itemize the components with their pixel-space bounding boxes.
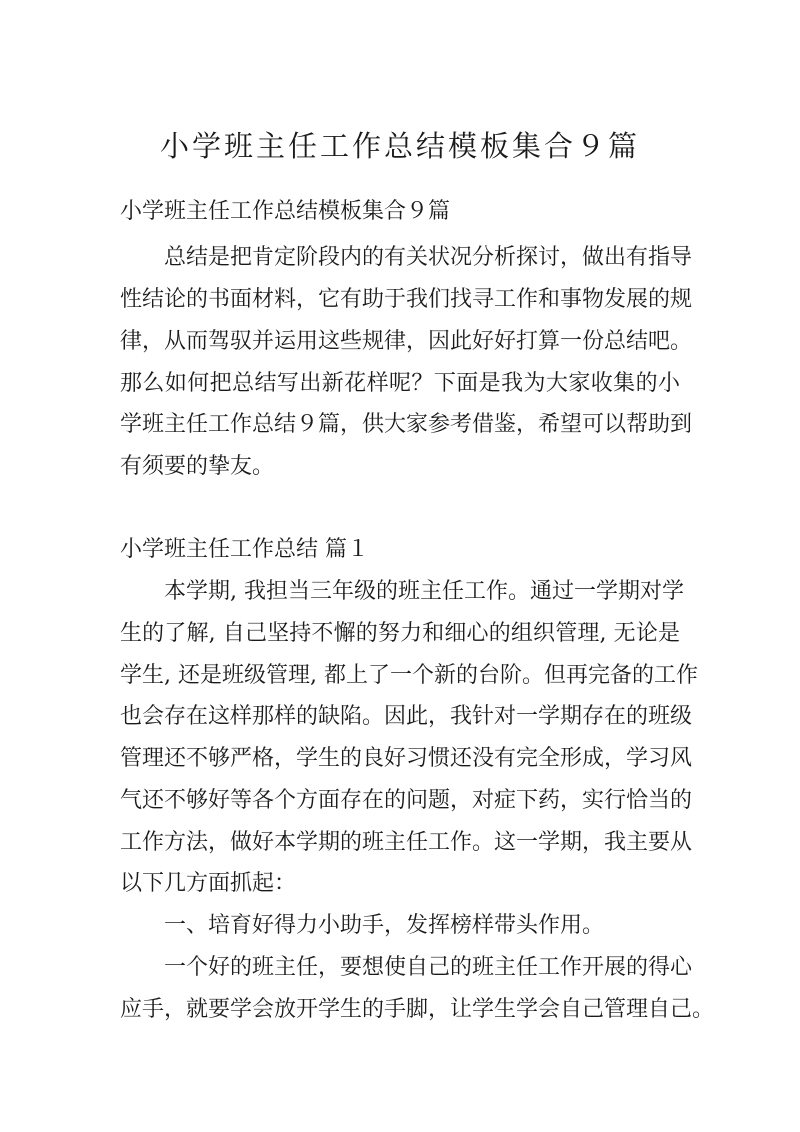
- section-1-heading: 小学班主任工作总结 篇１: [120, 537, 369, 562]
- section-1-line-2: 生的了解, 自己坚持不懈的努力和细心的组织管理, 无论是: [120, 621, 680, 646]
- document-subtitle: 小学班主任工作总结模板集合９篇: [120, 199, 451, 224]
- section-1-line-5: 管理还不够严格，学生的良好习惯还没有完全形成，学习风: [120, 746, 693, 771]
- section-1-line-3: 学生, 还是班级管理, 都上了一个新的台阶。但再完备的工作: [120, 663, 698, 688]
- intro-line-1: 总结是把肯定阶段内的有关状况分析探讨，做出有指导: [164, 245, 693, 270]
- section-1-line-1: 本学期, 我担当三年级的班主任工作。通过一学期对学: [164, 579, 684, 604]
- point-1-line-2: 应手，就要学会放开学生的手脚，让学生学会自己管理自己。: [120, 997, 715, 1022]
- intro-line-6: 有须要的挚友。: [120, 454, 275, 479]
- section-1-line-4: 也会存在这样那样的缺陷。因此，我针对一学期存在的班级: [120, 704, 693, 729]
- point-1-line-1: 一个好的班主任，要想使自己的班主任工作开展的得心: [164, 955, 693, 980]
- intro-line-4: 那么如何把总结写出新花样呢？下面是我为大家收集的小: [120, 371, 680, 396]
- section-1-line-8: 以下几方面抓起：: [120, 871, 297, 896]
- point-1-heading: 一、培育好得力小助手，发挥榜样带头作用。: [164, 913, 605, 938]
- intro-line-5: 学班主任工作总结９篇，供大家参考借鉴，希望可以帮助到: [120, 412, 693, 437]
- intro-line-2: 性结论的书面材料，它有助于我们找寻工作和事物发展的规: [120, 287, 693, 312]
- intro-line-3: 律，从而驾驭并运用这些规律，因此好好打算一份总结吧。: [120, 329, 693, 354]
- section-1-line-7: 工作方法，做好本学期的班主任工作。这一学期，我主要从: [120, 830, 693, 855]
- section-1-line-6: 气还不够好等各个方面存在的问题，对症下药，实行恰当的: [120, 788, 693, 813]
- document-title: 小学班主任工作总结模板集合９篇: [159, 129, 640, 163]
